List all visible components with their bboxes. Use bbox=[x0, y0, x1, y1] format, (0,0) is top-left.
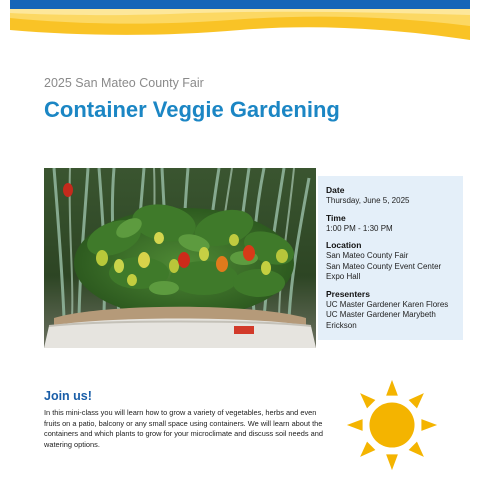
presenter-line: UC Master Gardener Marybeth bbox=[326, 310, 436, 319]
presenter-line: Erickson bbox=[326, 320, 357, 330]
location-line: San Mateo County Event Center bbox=[326, 261, 442, 271]
time-value: 1:00 PM - 1:30 PM bbox=[326, 223, 393, 233]
page-title: Container Veggie Gardening bbox=[44, 97, 340, 122]
event-details-panel bbox=[318, 176, 463, 340]
location-line: San Mateo County Fair bbox=[326, 251, 409, 260]
presenter-line: UC Master Gardener Karen Flores bbox=[326, 299, 449, 309]
pepper-plant-photo bbox=[44, 168, 316, 348]
presenters-label: Presenters bbox=[326, 288, 370, 299]
time-label: Time bbox=[326, 212, 346, 223]
event-eyebrow: 2025 San Mateo County Fair bbox=[44, 76, 204, 90]
date-label: Date bbox=[326, 185, 345, 195]
class-description: In this mini-class you will learn how to grow a variety of vegetables, herbs and even fruits on a patio, balcony or any small space using containers. We will learn about the containers and which plants to grow for your microclimate and discuss soil needs and watering options. bbox=[44, 408, 323, 449]
wave-banner bbox=[10, 0, 470, 42]
sun-icon bbox=[343, 376, 441, 474]
date-value: Thursday, June 5, 2025 bbox=[326, 196, 410, 205]
join-heading: Join us! bbox=[44, 389, 92, 403]
location-line: Expo Hall bbox=[326, 272, 361, 281]
location-label: Location bbox=[326, 240, 362, 250]
